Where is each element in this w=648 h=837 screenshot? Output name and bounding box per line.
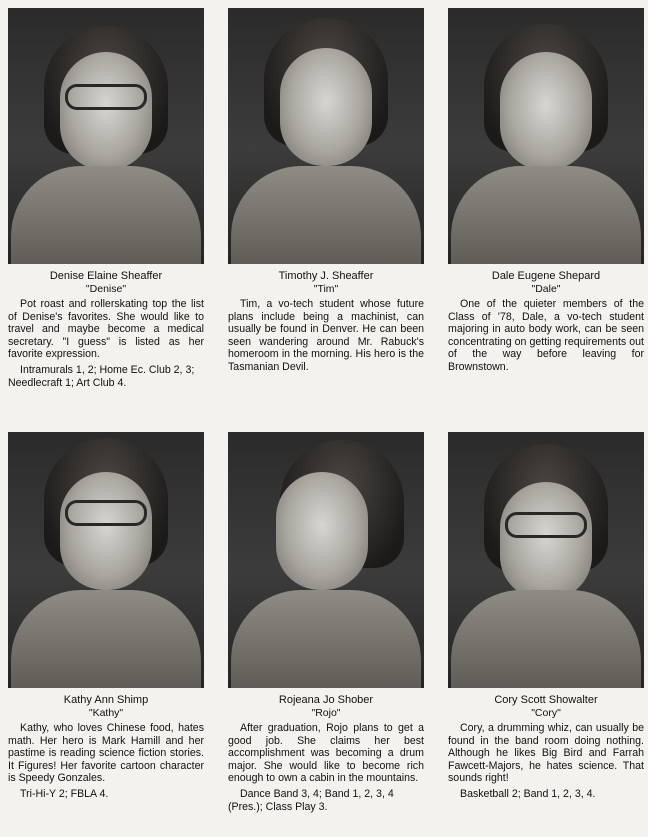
student-nickname: "Dale" xyxy=(531,283,561,295)
student-activities: Dance Band 3, 4; Band 1, 2, 3, 4 (Pres.); Class Play 3. xyxy=(228,787,394,813)
student-bio: Kathy, who loves Chinese food, hates math. Her hero is Mark Hamill and her pastime is reading science fiction stories. It Figures! Her favorite cartoon character is Speedy Gonzales. xyxy=(8,722,204,785)
student-nickname: "Tim" xyxy=(313,283,339,295)
student-nickname: "Cory" xyxy=(531,707,561,719)
student-nickname: "Denise" xyxy=(85,283,127,295)
student-nickname: "Rojo" xyxy=(311,707,341,719)
student-entry-rojo xyxy=(228,432,424,813)
student-nickname: "Kathy" xyxy=(88,707,124,719)
student-name: Kathy Ann Shimp xyxy=(63,694,149,706)
student-activities: Intramurals 1, 2; Home Ec. Club 2, 3; Needlecraft 1; Art Club 4. xyxy=(8,363,195,389)
student-bio: Tim, a vo-tech student whose future plans include being a machinist, can usually be found in Denver. He can been seen wandering around Mr. Rabuck's homeroom in the morning. His hero is the Tasmanian Devil. xyxy=(228,298,424,373)
student-photo xyxy=(448,432,644,688)
student-name: Dale Eugene Shepard xyxy=(491,270,601,282)
student-photo xyxy=(8,432,204,688)
student-photo xyxy=(228,432,424,688)
student-entry-tim xyxy=(228,8,424,374)
student-entry-kathy xyxy=(8,432,204,801)
student-entry-dale xyxy=(448,8,644,374)
student-photo xyxy=(448,8,644,264)
student-bio: After graduation, Rojo plans to get a good job. She claims her best accomplishment was becoming a drum major. She would like to become rich enough to own a cabin in the mountains. xyxy=(228,722,424,785)
student-name: Cory Scott Showalter xyxy=(494,694,598,706)
student-name: Denise Elaine Sheaffer xyxy=(49,270,163,282)
student-entry-cory xyxy=(448,432,644,801)
student-name: Rojeana Jo Shober xyxy=(278,694,374,706)
student-photo xyxy=(8,8,204,264)
student-bio: One of the quieter members of the Class of '78, Dale, a vo-tech student majoring in auto body work, can be seen concentrating on getting requirements out of the way before leaving for Brownstown. xyxy=(448,298,644,373)
student-activities: Basketball 2; Band 1, 2, 3, 4. xyxy=(460,787,596,800)
student-activities: Tri-Hi-Y 2; FBLA 4. xyxy=(20,787,109,800)
student-bio: Pot roast and rollerskating top the list of Denise's favorites. She would like to travel and maybe become a medical secretary. "I guess" is listed as her favorite expression. xyxy=(8,298,204,361)
student-name: Timothy J. Sheaffer xyxy=(278,270,374,282)
student-entry-denise xyxy=(8,8,204,389)
student-bio: Cory, a drumming whiz, can usually be found in the band room doing nothing. Although he likes Big Bird and Farrah Fawcett-Majors, he hates science. That sounds right! xyxy=(448,722,644,785)
student-photo xyxy=(228,8,424,264)
